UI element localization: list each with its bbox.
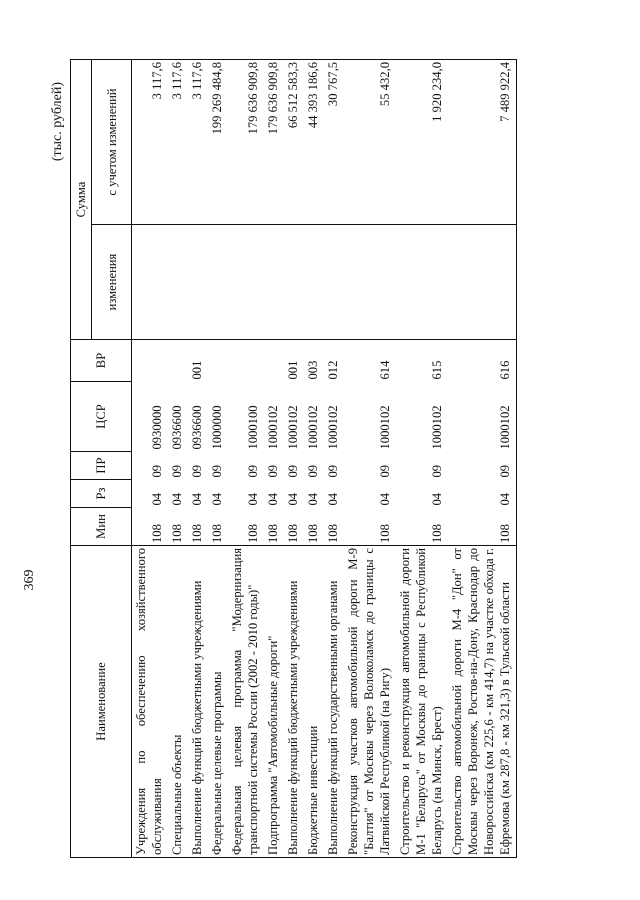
row-changes [264,225,284,340]
row-changes [324,225,344,340]
row-vr [208,340,228,382]
row-min: 108 [430,524,444,543]
row-vr: 001 [190,360,204,380]
row-name: Федеральная целевая программа "Модернизация транспортной системы России (2002 - 2010 годы)" [228,546,264,858]
row-rz: 04 [378,492,392,506]
page-number: 369 [22,569,37,591]
row-csr: 1000102 [448,382,517,452]
row-name: Федеральные целевые программы [208,546,228,858]
row-total: 199 269 484,8 [208,59,228,224]
table-row [228,59,264,857]
row-csr: 1000102 [286,405,300,450]
row-name: Учреждения по обеспечению хозяйственного обслуживания [132,546,169,858]
row-vr: 003 [306,360,320,380]
header-changes: изменения [92,225,132,340]
row-pr: 09 [266,464,280,478]
row-name: Строительство и реконструкция автомобильной дороги М-1 "Беларусь" от Москвы до границы с Республикой Беларусь (на Минск, Брест) [396,546,448,858]
row-changes [448,225,517,340]
row-rz: 04 [430,492,444,506]
row-name: Реконструкция участков автомобильной дороги М-9 "Балтия" от Москвы через Волоколамск до границы с Латвийской Республикой (на Ригу) [344,546,396,858]
row-vr: 001 [286,360,300,380]
budget-table [70,59,517,858]
row-pr: 09 [448,452,517,480]
row-csr: 0936600 [190,405,204,450]
row-csr: 1000102 [306,405,320,450]
row-total: 179 636 909,8 [228,59,264,224]
row-csr: 0936600 [170,405,184,450]
row-rz: 04 [246,492,260,506]
row-rz: 04 [286,492,300,506]
row-changes [344,225,396,340]
row-total: 66 512 583,3 [284,59,304,224]
row-pr: 09 [246,464,260,478]
row-csr: 1000000 [210,405,224,450]
row-min: 108 [210,524,224,543]
row-rz: 04 [326,492,340,506]
row-min: 108 [190,524,204,543]
row-vr: 616 [448,340,517,382]
row-changes [228,225,264,340]
header-csr: ЦСР [71,382,132,452]
row-csr: 1000100 [246,405,260,450]
row-csr: 0930000 [150,405,164,450]
row-rz: 04 [448,480,517,508]
table-row [448,59,517,857]
row-total: 44 393 186,6 [304,59,324,224]
row-total: 55 432,0 [344,59,396,224]
row-vr [132,340,169,382]
row-pr: 09 [430,464,444,478]
row-pr: 09 [326,464,340,478]
row-changes [396,225,448,340]
row-vr: 012 [326,360,340,380]
row-min: 108 [150,524,164,543]
row-vr [264,340,284,382]
row-rz: 04 [266,492,280,506]
row-pr: 09 [378,464,392,478]
header-sum: Сумма [71,59,92,339]
row-changes [188,225,208,340]
row-rz: 04 [170,492,184,506]
row-pr: 09 [210,464,224,478]
row-csr: 1000102 [266,405,280,450]
header-with-changes: с учетом изменений [92,59,132,224]
header-rz: Рз [71,480,132,508]
row-min: 108 [306,524,320,543]
row-rz: 04 [150,492,164,506]
header-name: Наименование [71,546,132,858]
row-pr: 09 [306,464,320,478]
table-row [168,59,188,857]
row-changes [304,225,324,340]
header-pr: ПР [71,452,132,480]
table-row [344,59,396,857]
row-total: 179 636 909,8 [264,59,284,224]
row-changes [168,225,188,340]
table-row [208,59,228,857]
row-name: Подпрограмма "Автомобильные дороги" [264,546,284,858]
table-row [264,59,284,857]
row-name: Специальные объекты [168,546,188,858]
row-vr [228,340,264,382]
row-min: 108 [448,508,517,546]
row-name: Выполнение функций бюджетными учреждениями [188,546,208,858]
row-csr: 1000102 [430,405,444,450]
row-min: 108 [378,524,392,543]
row-total: 3 117,6 [168,59,188,224]
table-row [304,59,324,857]
row-csr: 1000102 [378,405,392,450]
row-pr: 09 [190,464,204,478]
table-row [188,59,208,857]
header-vr: ВР [71,340,132,382]
row-rz: 04 [210,492,224,506]
row-name: Выполнение функций государственными органами [324,546,344,858]
row-vr [168,340,188,382]
row-vr: 615 [430,360,444,380]
row-csr: 1000102 [326,405,340,450]
row-min: 108 [266,524,280,543]
row-vr: 614 [378,360,392,380]
row-rz: 04 [190,492,204,506]
row-min: 108 [326,524,340,543]
row-pr: 09 [170,464,184,478]
row-changes [132,225,169,340]
row-total: 3 117,6 [188,59,208,224]
row-pr: 09 [286,464,300,478]
row-rz: 04 [306,492,320,506]
row-pr: 09 [150,464,164,478]
table-row [284,59,304,857]
row-name: Бюджетные инвестиции [304,546,324,858]
row-total: 7 489 922,4 [448,59,517,224]
row-min: 108 [286,524,300,543]
table-row [396,59,448,857]
table-body [132,59,517,857]
row-name: Строительство автомобильной дороги М-4 "Дон" от Москвы через Воронеж, Ростов-на-Дону, Краснодар до Новороссийска (км 225,6 - км 414,7) на участке обхода г. Ефремова (км 287,8 - км 321,3) в Тульской области [448,546,517,858]
row-total: 1 920 234,0 [396,59,448,224]
unit-note: (тыс. рублей) [50,82,65,162]
row-min: 108 [246,524,260,543]
row-total: 30 767,5 [324,59,344,224]
row-min: 108 [170,524,184,543]
row-changes [208,225,228,340]
row-name: Выполнение функций бюджетными учреждениями [284,546,304,858]
table-row [132,59,169,857]
header-min: Мин [71,508,132,546]
row-changes [284,225,304,340]
table-row [324,59,344,857]
row-total: 3 117,6 [132,59,169,224]
